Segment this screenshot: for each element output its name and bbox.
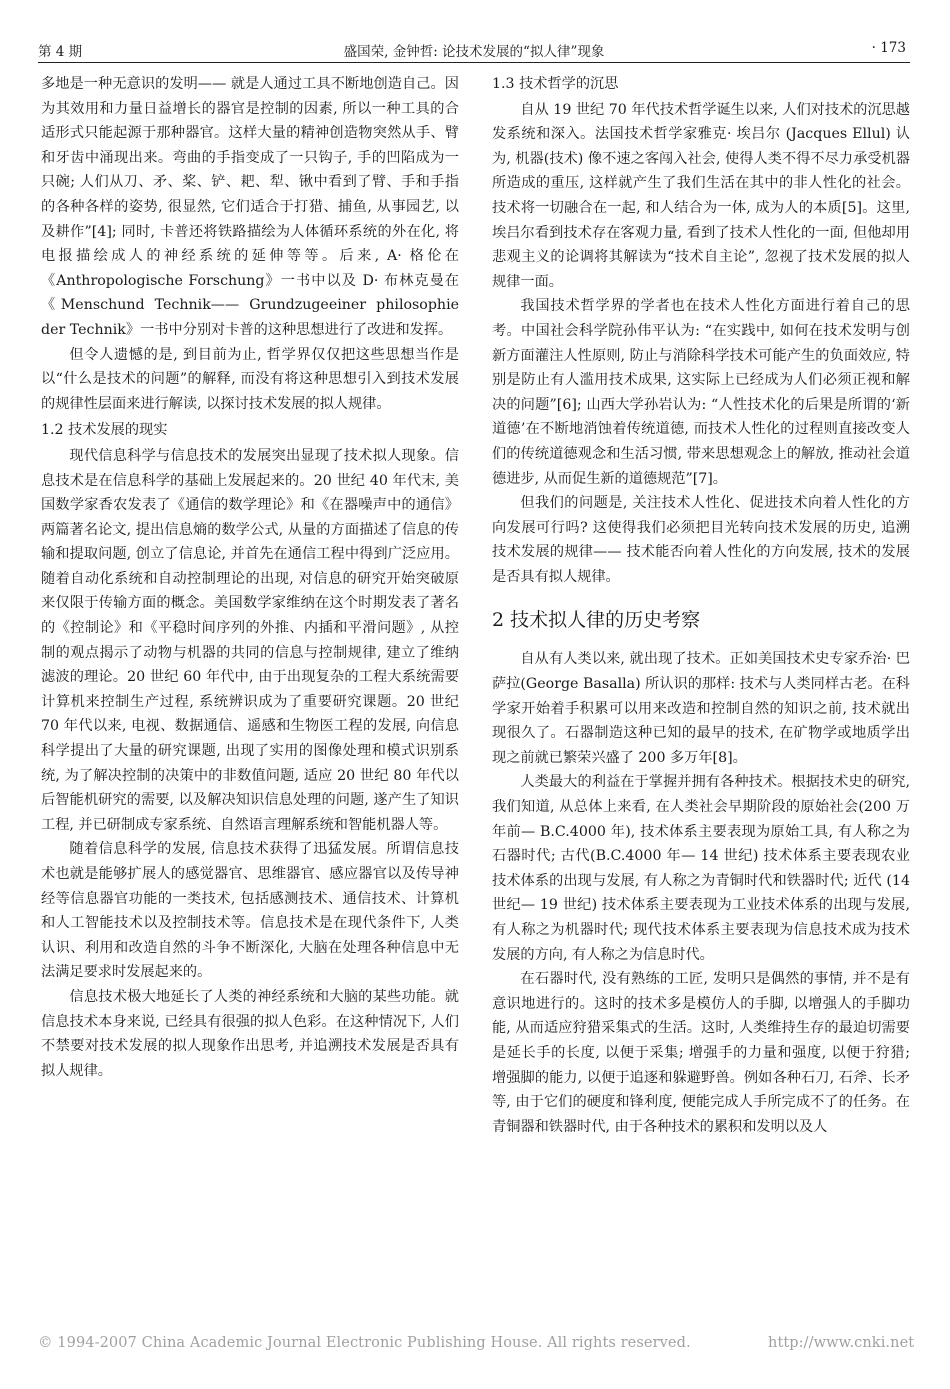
paragraph: 多地是一种无意识的发明—— 就是人通过工具不断地创造自己。因为其效用和力量日益增长的器官是控制的因素, 所以一种工具的合适形式只能起源于那种器官。这样大量的精神创造物突然从手、臂和牙齿中涌现出来。弯曲的手指变成了一只钩子, 手的凹陷成为一只碗; 人们从刀、矛、桨、铲、耙、犁、锹中看到了臂、手和手指的各种各样的姿势, 很显然, 它们适合于打猎、捕鱼, 从事园艺, 以及耕作”[4]; 同时, 卡普还将铁路描绘为人体循环系统的外在化, 将电报描绘成人的神经系统的延伸等等。后来, A· 格伦在《Anthropologische Forschung》一书中以及 D· 布林克曼在《Menschund Technik—— Grundzugeeiner philosophie der Technik》一书中分别对卡普的这种思想进行了改进和发挥。 <box>41 76 459 338</box>
right-column <box>492 72 910 1139</box>
subsection-heading: 1.2 技术发展的现实 <box>41 422 168 439</box>
page-number: · 173 <box>871 40 906 56</box>
paragraph: 但我们的问题是, 关注技术人性化、促进技术向着人性化的方向发展可行吗? 这使得我们必须把目光转向技术发展的历史, 追溯技术发展的规律—— 技术能否向着人性化的方向发展, 技术的发展是否具有拟人规律。 <box>492 495 910 585</box>
paragraph: 自从有人类以来, 就出现了技术。正如美国技术史专家乔治· 巴萨拉(George Basalla) 所认识的那样: 技术与人类同样古老。在科学家开始着手积累可以用来改造和控制自然的知识之前, 技术就出现很久了。石器制造这种已知的最早的技术, 在矿物学或地质学出现之前就已繁荣兴盛了 200 多万年[8]。 <box>492 651 910 766</box>
running-header <box>38 40 910 63</box>
paragraph: 现代信息科学与信息技术的发展突出显现了技术拟人现象。信息技术是在信息科学的基础上发展起来的。20 世纪 40 年代末, 美国数学家香农发表了《通信的数学理论》和《在器噪声中的通信》两篇著名论文, 提出信息熵的数学公式, 从量的方面描述了信息的传输和提取问题, 创立了信息论, 并首先在通信工程中得到广泛应用。随着自动化系统和自动控制理论的出现, 对信息的研究开始突破原来仅限于传输方面的概念。美国数学家维纳在这个时期发表了著名的《控制论》和《平稳时间序列的外推、内插和平滑问题》, 从控制的观点揭示了动物与机器的共同的信息与控制规律, 建立了维纳滤波的理论。20 世纪 60 年代中, 由于出现复杂的工程大系统需要计算机来控制生产过程, 系统辨识成为了重要研究课题。20 世纪 70 年代以来, 电视、数据通信、遥感和生物医工程的发展, 向信息科学提出了大量的研究课题, 出现了实用的图像处理和模式识别系统, 为了解决控制的决策中的非数值问题, 适应 20 世纪 80 年代以后智能机研究的需要, 以及解决知识信息处理的问题, 遂产生了知识工程, 并已研制成专家系统、自然语言理解系统和智能机器人等。 <box>41 447 459 833</box>
paragraph: 在石器时代, 没有熟练的工匠, 发明只是偶然的事情, 并不是有意识地进行的。这时的技术多是模仿人的手脚, 以增强人的手脚功能, 从而适应狩猎采集式的生活。这时, 人类维持生存的最迫切需要是延长手的长度, 以便于采集; 增强手的力量和强度, 以便于狩猎; 增强脚的能力, 以便于追逐和躲避野兽。例如各种石刀, 石斧、长矛等, 由于它们的硬度和锋利度, 便能完成人手所完成不了的任务。在青铜器和铁器时代, 由于各种技术的累积和发明以及人 <box>492 971 910 1135</box>
paragraph: 人类最大的利益在于掌握并拥有各种技术。根据技术史的研究, 我们知道, 从总体上来看, 在人类社会早期阶段的原始社会(200 万年前— B.C.4000 年), 技术体系主要表现为原始工具, 有人称之为石器时代; 古代(B.C.4000 年— 14 世纪) 技术体系主要表现农业技术体系的出现与发展, 有人称之为青铜时代和铁器时代; 近代 (14 世纪— 19 世纪) 技术体系主要表现为工业技术体系的出现与发展, 有人称之为机器时代; 现代技术体系主要表现为信息技术成为技术发展的方向, 有人称之为信息时代。 <box>492 774 910 963</box>
paragraph: 信息技术极大地延长了人类的神经系统和大脑的某些功能。就信息技术本身来说, 已经具有很强的拟人色彩。在这种情况下, 人们不禁要对技术发展的拟人现象作出思考, 并追溯技术发展是否具有拟人规律。 <box>41 988 459 1079</box>
paragraph: 但令人遗憾的是, 到目前为止, 哲学界仅仅把这些思想当作是以“什么是技术的问题”的解释, 而没有将这种思想引入到技术发展的规律性层面来进行解读, 以探讨技术发展的拟人规律。 <box>41 346 459 412</box>
section-heading: 2 技术拟人律的历史考察 <box>492 609 701 632</box>
footer-link[interactable]: http://www.cnki.net <box>768 1335 915 1351</box>
paragraph: 自从 19 世纪 70 年代技术哲学诞生以来, 人们对技术的沉思越发系统和深入。法国技术哲学家雅克· 埃吕尔 (Jacques Ellul) 认为, 机器(技术) 像不速之客闯入社会, 使得人类不得不尽力承受机器所造成的重压, 这样就产生了我们生活在其中的非人性化的社会。技术将一切融合在一起, 和人结合为一体, 成为人的本质[5]。这里, 埃吕尔看到技术存在客观力量, 看到了技术人性化的一面, 但他却用悲观主义的论调将其解读为“技术自主论”, 忽视了技术发展的拟人规律一面。 <box>492 101 910 290</box>
issue-number: 第 4 期 <box>38 44 83 60</box>
left-column <box>41 72 459 1083</box>
subsection-heading: 1.3 技术哲学的沉思 <box>492 76 619 92</box>
copyright-text: © 1994-2007 China Academic Journal Electronic Publishing House. All rights reserved. <box>38 1335 691 1351</box>
running-title: 盛国荣, 金钟哲: 论技术发展的“拟人律”现象 <box>343 44 605 60</box>
paragraph: 随着信息科学的发展, 信息技术获得了迅猛发展。所谓信息技术也就是能够扩展人的感觉器官、思维器官、感应器官以及传导神经等信息器官功能的一类技术, 包括感测技术、通信技术、计算机和人工智能技术以及控制技术等。信息技术是在现代条件下, 人类认识、利用和改造自然的斗争不断深化, 大脑在处理各种信息中无法满足要求时发展起来的。 <box>41 841 459 981</box>
paragraph: 我国技术哲学界的学者也在技术人性化方面进行着自己的思考。中国社会科学院孙伟平认为: “在实践中, 如何在技术发明与创新方面灌注人性原则, 防止与消除科学技术可能产生的负面效应, 特别是防止有人滥用技术成果, 这实际上已经成为人们必须正视和解决的问题”[6]; 山西大学孙岩认为: “人性技术化的后果是所谓的‘新道德’在不断地消蚀着传统道德, 而技术人性化的过程则直接改变人们的传统道德观念和生活习惯, 带来思想观念上的解放, 推动社会道德进步, 从而促生新的道德规范”[7]。 <box>492 298 910 487</box>
